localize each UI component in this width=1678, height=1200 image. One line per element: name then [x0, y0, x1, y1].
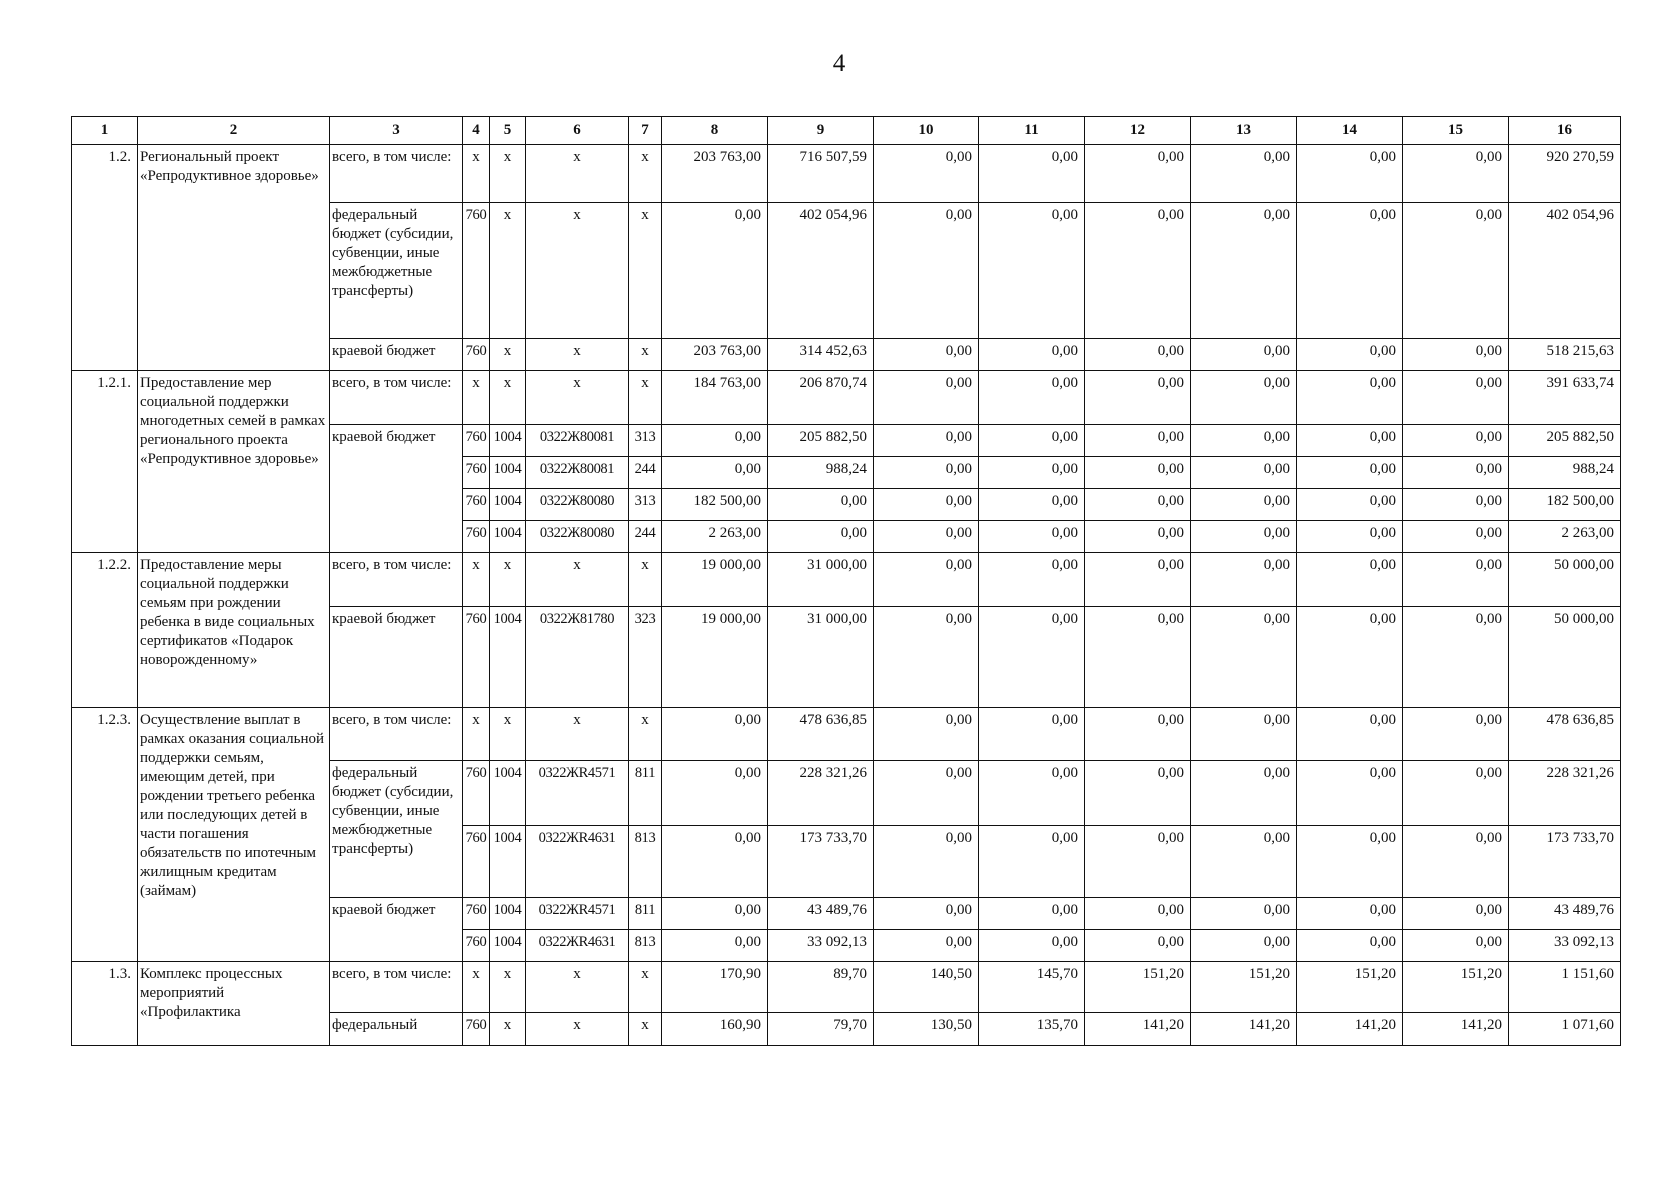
cell-col-4: х: [463, 145, 490, 203]
cell-col-15: 0,00: [1403, 203, 1509, 339]
cell-col-11: 0,00: [979, 489, 1085, 521]
cell-col-10: 130,50: [874, 1013, 979, 1046]
section-name: Региональный проект «Репродуктивное здоровье»: [138, 145, 330, 371]
cell-col-8: 170,90: [662, 962, 768, 1013]
cell-col-5: х: [490, 553, 526, 607]
cell-col-11: 0,00: [979, 708, 1085, 761]
cell-col-10: 0,00: [874, 521, 979, 553]
cell-col-6: 0322Ж80080: [526, 489, 629, 521]
cell-col-15: 0,00: [1403, 553, 1509, 607]
cell-col-9: 33 092,13: [768, 930, 874, 962]
cell-col-13: 0,00: [1191, 898, 1297, 930]
cell-col-12: 0,00: [1085, 930, 1191, 962]
cell-col-5: 1004: [490, 457, 526, 489]
cell-col-8: 203 763,00: [662, 145, 768, 203]
funding-source: федеральный: [330, 1013, 463, 1046]
cell-col-15: 0,00: [1403, 607, 1509, 708]
cell-col-6: 0322Ж80080: [526, 521, 629, 553]
cell-col-11: 0,00: [979, 145, 1085, 203]
funding-source: всего, в том числе:: [330, 553, 463, 607]
cell-col-7: х: [629, 553, 662, 607]
cell-col-8: 0,00: [662, 203, 768, 339]
cell-col-10: 0,00: [874, 607, 979, 708]
cell-col-9: 31 000,00: [768, 607, 874, 708]
cell-col-15: 0,00: [1403, 708, 1509, 761]
cell-col-4: х: [463, 708, 490, 761]
cell-col-7: 244: [629, 521, 662, 553]
cell-col-4: 760: [463, 930, 490, 962]
cell-col-12: 0,00: [1085, 708, 1191, 761]
cell-col-7: х: [629, 339, 662, 371]
section-name: Предоставление мер социальной поддержки многодетных семей в рамках регионального проекта «Репродуктивное здоровье»: [138, 371, 330, 553]
cell-col-10: 0,00: [874, 339, 979, 371]
cell-col-11: 0,00: [979, 553, 1085, 607]
cell-col-13: 151,20: [1191, 962, 1297, 1013]
cell-col-12: 0,00: [1085, 371, 1191, 425]
column-header: 10: [874, 117, 979, 145]
cell-col-16: 43 489,76: [1509, 898, 1621, 930]
cell-col-11: 0,00: [979, 457, 1085, 489]
cell-col-14: 151,20: [1297, 962, 1403, 1013]
cell-col-16: 33 092,13: [1509, 930, 1621, 962]
cell-col-10: 0,00: [874, 457, 979, 489]
cell-col-4: 760: [463, 457, 490, 489]
cell-col-10: 0,00: [874, 371, 979, 425]
cell-col-16: 478 636,85: [1509, 708, 1621, 761]
cell-col-5: х: [490, 708, 526, 761]
cell-col-4: 760: [463, 521, 490, 553]
cell-col-12: 0,00: [1085, 145, 1191, 203]
cell-col-14: 0,00: [1297, 607, 1403, 708]
cell-col-5: 1004: [490, 607, 526, 708]
cell-col-7: 313: [629, 425, 662, 457]
cell-col-8: 0,00: [662, 898, 768, 930]
cell-col-15: 0,00: [1403, 457, 1509, 489]
column-header: 4: [463, 117, 490, 145]
cell-col-6: 0322ЖR4631: [526, 826, 629, 898]
cell-col-16: 920 270,59: [1509, 145, 1621, 203]
cell-col-5: х: [490, 962, 526, 1013]
cell-col-11: 0,00: [979, 203, 1085, 339]
funding-source: краевой бюджет: [330, 339, 463, 371]
cell-col-9: 402 054,96: [768, 203, 874, 339]
funding-source: краевой бюджет: [330, 425, 463, 553]
cell-col-5: 1004: [490, 489, 526, 521]
column-header: 6: [526, 117, 629, 145]
section-name: Предоставление меры социальной поддержки семьям при рождении ребенка в виде социальных сертификатов «Подарок новорожденному»: [138, 553, 330, 708]
cell-col-12: 0,00: [1085, 457, 1191, 489]
cell-col-5: 1004: [490, 761, 526, 826]
cell-col-15: 0,00: [1403, 371, 1509, 425]
cell-col-10: 0,00: [874, 203, 979, 339]
cell-col-13: 0,00: [1191, 761, 1297, 826]
cell-col-6: х: [526, 371, 629, 425]
column-header: 14: [1297, 117, 1403, 145]
cell-col-15: 0,00: [1403, 489, 1509, 521]
budget-table: [71, 116, 1621, 1046]
cell-col-9: 79,70: [768, 1013, 874, 1046]
cell-col-4: 760: [463, 203, 490, 339]
cell-col-13: 0,00: [1191, 145, 1297, 203]
column-header: 16: [1509, 117, 1621, 145]
cell-col-12: 0,00: [1085, 489, 1191, 521]
cell-col-7: х: [629, 203, 662, 339]
cell-col-14: 0,00: [1297, 145, 1403, 203]
cell-col-16: 50 000,00: [1509, 553, 1621, 607]
cell-col-16: 402 054,96: [1509, 203, 1621, 339]
cell-col-4: 760: [463, 607, 490, 708]
funding-source: краевой бюджет: [330, 607, 463, 708]
cell-col-13: 0,00: [1191, 607, 1297, 708]
cell-col-10: 0,00: [874, 425, 979, 457]
cell-col-11: 0,00: [979, 425, 1085, 457]
cell-col-9: 716 507,59: [768, 145, 874, 203]
table-row: [72, 145, 1621, 203]
cell-col-8: 19 000,00: [662, 607, 768, 708]
section-number: 1.2.1.: [72, 371, 138, 553]
cell-col-6: х: [526, 145, 629, 203]
cell-col-5: х: [490, 203, 526, 339]
cell-col-13: 0,00: [1191, 457, 1297, 489]
cell-col-9: 43 489,76: [768, 898, 874, 930]
cell-col-7: 313: [629, 489, 662, 521]
cell-col-16: 228 321,26: [1509, 761, 1621, 826]
funding-source: краевой бюджет: [330, 898, 463, 962]
cell-col-6: х: [526, 962, 629, 1013]
cell-col-9: 206 870,74: [768, 371, 874, 425]
cell-col-11: 0,00: [979, 930, 1085, 962]
cell-col-6: 0322Ж80081: [526, 425, 629, 457]
cell-col-12: 0,00: [1085, 898, 1191, 930]
cell-col-5: х: [490, 145, 526, 203]
cell-col-11: 0,00: [979, 521, 1085, 553]
cell-col-13: 0,00: [1191, 425, 1297, 457]
cell-col-11: 0,00: [979, 826, 1085, 898]
cell-col-8: 0,00: [662, 708, 768, 761]
cell-col-14: 0,00: [1297, 930, 1403, 962]
cell-col-8: 160,90: [662, 1013, 768, 1046]
cell-col-10: 0,00: [874, 826, 979, 898]
cell-col-8: 0,00: [662, 761, 768, 826]
cell-col-15: 0,00: [1403, 521, 1509, 553]
cell-col-12: 0,00: [1085, 553, 1191, 607]
cell-col-11: 0,00: [979, 607, 1085, 708]
section-number: 1.2.: [72, 145, 138, 371]
cell-col-16: 988,24: [1509, 457, 1621, 489]
column-header: 5: [490, 117, 526, 145]
cell-col-4: 760: [463, 489, 490, 521]
cell-col-13: 0,00: [1191, 708, 1297, 761]
cell-col-11: 135,70: [979, 1013, 1085, 1046]
page-number: 4: [832, 50, 846, 77]
cell-col-9: 173 733,70: [768, 826, 874, 898]
cell-col-13: 0,00: [1191, 553, 1297, 607]
cell-col-10: 140,50: [874, 962, 979, 1013]
cell-col-5: 1004: [490, 898, 526, 930]
cell-col-4: х: [463, 553, 490, 607]
cell-col-14: 0,00: [1297, 489, 1403, 521]
cell-col-7: х: [629, 708, 662, 761]
cell-col-11: 0,00: [979, 761, 1085, 826]
cell-col-9: 0,00: [768, 521, 874, 553]
section-number: 1.2.3.: [72, 708, 138, 962]
column-header: 12: [1085, 117, 1191, 145]
funding-source: федеральный бюджет (субсидии, субвенции, иные межбюджетные трансферты): [330, 203, 463, 339]
cell-col-12: 0,00: [1085, 425, 1191, 457]
cell-col-16: 2 263,00: [1509, 521, 1621, 553]
cell-col-4: 760: [463, 1013, 490, 1046]
cell-col-13: 0,00: [1191, 371, 1297, 425]
cell-col-12: 0,00: [1085, 521, 1191, 553]
cell-col-8: 0,00: [662, 826, 768, 898]
header-row: [72, 117, 1621, 145]
cell-col-14: 0,00: [1297, 203, 1403, 339]
cell-col-10: 0,00: [874, 708, 979, 761]
cell-col-13: 0,00: [1191, 930, 1297, 962]
cell-col-9: 205 882,50: [768, 425, 874, 457]
cell-col-15: 151,20: [1403, 962, 1509, 1013]
cell-col-14: 0,00: [1297, 826, 1403, 898]
cell-col-15: 0,00: [1403, 826, 1509, 898]
cell-col-16: 182 500,00: [1509, 489, 1621, 521]
cell-col-5: х: [490, 371, 526, 425]
cell-col-12: 0,00: [1085, 826, 1191, 898]
funding-source: всего, в том числе:: [330, 708, 463, 761]
column-header: 1: [72, 117, 138, 145]
cell-col-6: х: [526, 553, 629, 607]
cell-col-9: 478 636,85: [768, 708, 874, 761]
cell-col-11: 0,00: [979, 898, 1085, 930]
cell-col-13: 0,00: [1191, 203, 1297, 339]
cell-col-8: 2 263,00: [662, 521, 768, 553]
cell-col-9: 89,70: [768, 962, 874, 1013]
section-name: Осуществление выплат в рамках оказания социальной поддержки семьям, имеющим детей, при рождении третьего ребенка или последующих детей в части погашения обязательств по ипотечным жилищным кредитам (займам): [138, 708, 330, 962]
cell-col-7: х: [629, 145, 662, 203]
cell-col-12: 0,00: [1085, 339, 1191, 371]
column-header: 11: [979, 117, 1085, 145]
cell-col-14: 0,00: [1297, 425, 1403, 457]
cell-col-9: 988,24: [768, 457, 874, 489]
cell-col-5: х: [490, 339, 526, 371]
table-row: [72, 708, 1621, 761]
section-number: 1.3.: [72, 962, 138, 1046]
cell-col-16: 518 215,63: [1509, 339, 1621, 371]
cell-col-16: 173 733,70: [1509, 826, 1621, 898]
cell-col-13: 0,00: [1191, 826, 1297, 898]
cell-col-7: х: [629, 371, 662, 425]
column-header: 15: [1403, 117, 1509, 145]
cell-col-11: 0,00: [979, 339, 1085, 371]
cell-col-6: 0322Ж80081: [526, 457, 629, 489]
cell-col-5: 1004: [490, 930, 526, 962]
cell-col-8: 203 763,00: [662, 339, 768, 371]
cell-col-16: 1 151,60: [1509, 962, 1621, 1013]
cell-col-6: х: [526, 1013, 629, 1046]
cell-col-14: 0,00: [1297, 521, 1403, 553]
column-header: 13: [1191, 117, 1297, 145]
cell-col-16: 50 000,00: [1509, 607, 1621, 708]
cell-col-5: 1004: [490, 521, 526, 553]
funding-source: всего, в том числе:: [330, 371, 463, 425]
cell-col-16: 1 071,60: [1509, 1013, 1621, 1046]
cell-col-15: 141,20: [1403, 1013, 1509, 1046]
cell-col-16: 205 882,50: [1509, 425, 1621, 457]
cell-col-14: 0,00: [1297, 761, 1403, 826]
cell-col-6: х: [526, 203, 629, 339]
cell-col-14: 0,00: [1297, 898, 1403, 930]
cell-col-4: 760: [463, 898, 490, 930]
cell-col-15: 0,00: [1403, 761, 1509, 826]
cell-col-6: 0322ЖR4571: [526, 898, 629, 930]
cell-col-6: 0322ЖR4571: [526, 761, 629, 826]
cell-col-10: 0,00: [874, 145, 979, 203]
cell-col-13: 0,00: [1191, 339, 1297, 371]
column-header: 3: [330, 117, 463, 145]
cell-col-8: 0,00: [662, 457, 768, 489]
section-name: Комплекс процессных мероприятий «Профилактика: [138, 962, 330, 1046]
cell-col-10: 0,00: [874, 553, 979, 607]
cell-col-12: 0,00: [1085, 203, 1191, 339]
cell-col-14: 0,00: [1297, 339, 1403, 371]
cell-col-7: 813: [629, 826, 662, 898]
cell-col-7: 811: [629, 761, 662, 826]
cell-col-12: 151,20: [1085, 962, 1191, 1013]
column-header: 7: [629, 117, 662, 145]
cell-col-6: х: [526, 708, 629, 761]
column-header: 9: [768, 117, 874, 145]
cell-col-9: 0,00: [768, 489, 874, 521]
cell-col-8: 182 500,00: [662, 489, 768, 521]
cell-col-10: 0,00: [874, 930, 979, 962]
cell-col-4: 760: [463, 761, 490, 826]
cell-col-14: 0,00: [1297, 457, 1403, 489]
cell-col-10: 0,00: [874, 489, 979, 521]
cell-col-7: 813: [629, 930, 662, 962]
funding-source: всего, в том числе:: [330, 962, 463, 1013]
cell-col-7: 244: [629, 457, 662, 489]
cell-col-7: х: [629, 1013, 662, 1046]
cell-col-5: 1004: [490, 425, 526, 457]
cell-col-4: 760: [463, 826, 490, 898]
cell-col-6: 0322ЖR4631: [526, 930, 629, 962]
cell-col-16: 391 633,74: [1509, 371, 1621, 425]
cell-col-5: 1004: [490, 826, 526, 898]
cell-col-11: 145,70: [979, 962, 1085, 1013]
cell-col-11: 0,00: [979, 371, 1085, 425]
cell-col-10: 0,00: [874, 898, 979, 930]
cell-col-8: 19 000,00: [662, 553, 768, 607]
cell-col-5: х: [490, 1013, 526, 1046]
cell-col-4: х: [463, 371, 490, 425]
cell-col-12: 141,20: [1085, 1013, 1191, 1046]
cell-col-4: 760: [463, 339, 490, 371]
table-row: [72, 371, 1621, 425]
cell-col-6: 0322Ж81780: [526, 607, 629, 708]
cell-col-12: 0,00: [1085, 761, 1191, 826]
cell-col-13: 141,20: [1191, 1013, 1297, 1046]
funding-source: федеральный бюджет (субсидии, субвенции, иные межбюджетные трансферты): [330, 761, 463, 898]
cell-col-14: 141,20: [1297, 1013, 1403, 1046]
cell-col-8: 184 763,00: [662, 371, 768, 425]
cell-col-13: 0,00: [1191, 521, 1297, 553]
cell-col-9: 31 000,00: [768, 553, 874, 607]
cell-col-13: 0,00: [1191, 489, 1297, 521]
funding-source: всего, в том числе:: [330, 145, 463, 203]
cell-col-15: 0,00: [1403, 145, 1509, 203]
cell-col-7: 811: [629, 898, 662, 930]
cell-col-15: 0,00: [1403, 339, 1509, 371]
cell-col-14: 0,00: [1297, 371, 1403, 425]
cell-col-4: х: [463, 962, 490, 1013]
cell-col-15: 0,00: [1403, 898, 1509, 930]
cell-col-15: 0,00: [1403, 425, 1509, 457]
cell-col-14: 0,00: [1297, 708, 1403, 761]
table-row: [72, 962, 1621, 1013]
table-row: [72, 553, 1621, 607]
cell-col-10: 0,00: [874, 761, 979, 826]
cell-col-12: 0,00: [1085, 607, 1191, 708]
cell-col-14: 0,00: [1297, 553, 1403, 607]
cell-col-8: 0,00: [662, 930, 768, 962]
cell-col-9: 314 452,63: [768, 339, 874, 371]
column-header: 2: [138, 117, 330, 145]
cell-col-7: 323: [629, 607, 662, 708]
cell-col-15: 0,00: [1403, 930, 1509, 962]
column-header: 8: [662, 117, 768, 145]
cell-col-9: 228 321,26: [768, 761, 874, 826]
cell-col-6: х: [526, 339, 629, 371]
cell-col-8: 0,00: [662, 425, 768, 457]
cell-col-4: 760: [463, 425, 490, 457]
section-number: 1.2.2.: [72, 553, 138, 708]
cell-col-7: х: [629, 962, 662, 1013]
